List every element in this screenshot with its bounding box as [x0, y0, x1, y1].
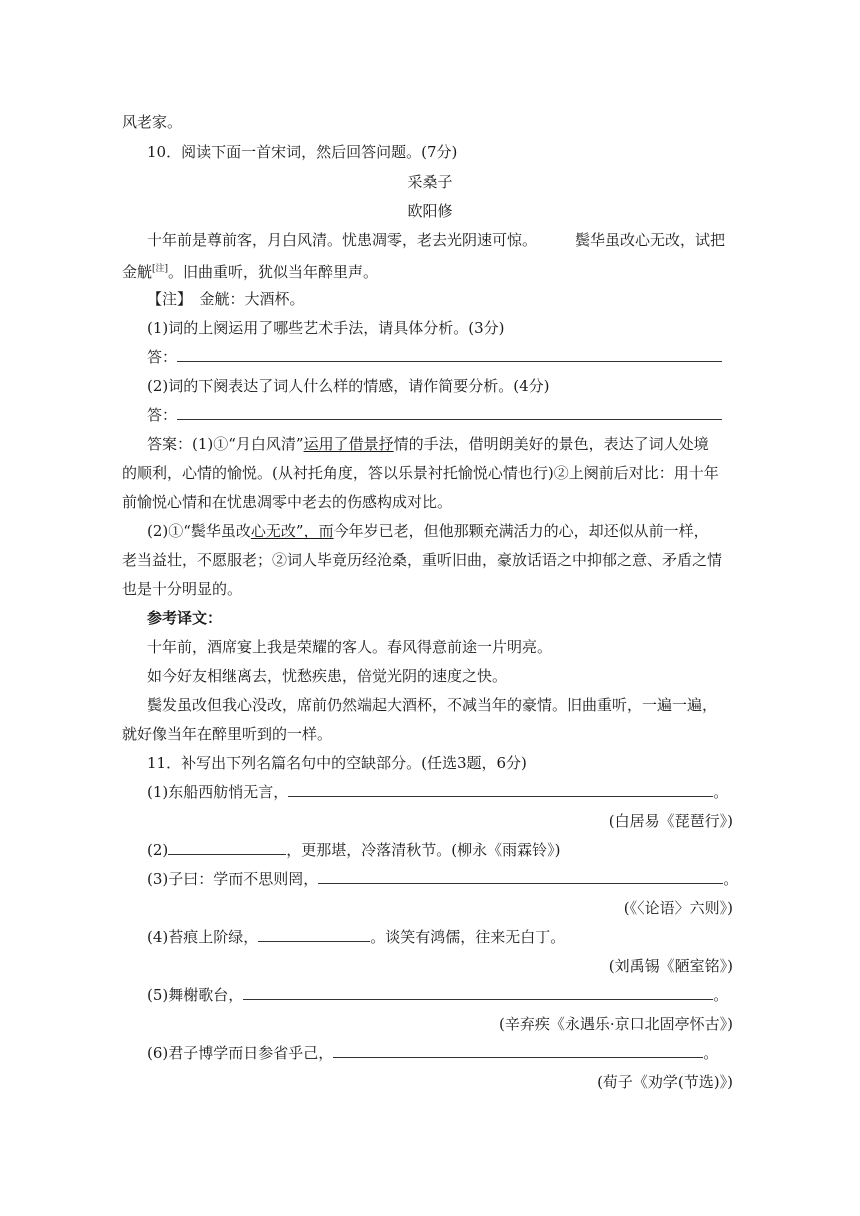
answer-line-1	[147, 347, 722, 367]
fill-item-6	[147, 1043, 718, 1063]
answer-2-line-1	[147, 521, 709, 541]
question-10-title: 10．阅读下面一首宋词，然后回答问题。(7分)	[147, 143, 458, 161]
fill-item-5	[147, 985, 728, 1005]
answer-2-line-2: 老当益壮，不愿服老；②词人毕竟历经沧桑，重听旧曲，豪放话语之中抑郁之意、矛盾之情	[122, 551, 723, 569]
fill-blank-2[interactable]	[168, 840, 286, 855]
underlined-text: 心无改”，而	[250, 522, 334, 540]
poem-title: 采桑子	[407, 173, 453, 191]
reference-translation-title: 参考译文：	[147, 609, 223, 627]
fill-source-1: (白居易《琵琶行》)	[608, 812, 733, 830]
answer-2-line-3: 也是十分明显的。	[122, 580, 243, 598]
fill-source-3: (《〈论语〉六则》)	[623, 899, 733, 917]
fill-text: (3)子曰：学而不思则罔，	[147, 870, 319, 888]
answer-label: 答：	[147, 348, 178, 366]
answer-1-line-1	[147, 434, 709, 454]
fill-text: (5)舞榭歌台，	[147, 986, 244, 1004]
fill-text: 。谈笑有鸿儒，往来无白丁。	[370, 928, 566, 946]
question-11-title: 11．补写出下列名篇名句中的空缺部分。(任选3题，6分)	[147, 754, 527, 772]
translation-line-3: 鬓发虽改但我心没改，席前仍然端起大酒杯，不减当年的豪情。旧曲重听，一遍一遍，	[147, 696, 718, 714]
fill-item-2	[147, 840, 560, 860]
translation-line-1: 十年前，酒席宴上我是荣耀的客人。春风得意前途一片明亮。	[147, 638, 553, 656]
fill-text: 。	[703, 1044, 719, 1062]
fill-source-4: (刘禹锡《陋室铭》)	[608, 957, 733, 975]
translation-line-4: 就好像当年在醉里听到的一样。	[122, 725, 333, 743]
note-marker: [注]	[152, 264, 169, 274]
answer-label: 答：	[147, 406, 178, 424]
sub-question-2: (2)词的下阕表达了词人什么样的情感，请作简要分析。(4分)	[147, 377, 550, 395]
fill-blank-5[interactable]	[243, 985, 713, 1000]
answer-text: 情的手法，借明朗美好的景色，表达了词人处境	[393, 435, 709, 453]
poem-line-2a: 金觥	[122, 263, 153, 281]
fill-text: 。	[713, 783, 729, 801]
fill-text: ，更那堪，冷落清秋节。(柳永《雨霖铃》)	[286, 841, 561, 859]
fill-text: (2)	[147, 841, 169, 859]
fill-source-6: (荀子《劝学(节选)》)	[597, 1073, 733, 1091]
fill-text: 。	[713, 986, 729, 1004]
fill-text: (4)苔痕上阶绿，	[147, 928, 259, 946]
answer-blank-1[interactable]	[177, 347, 722, 362]
fill-text: (6)君子博学而日参省乎己，	[147, 1044, 334, 1062]
answer-blank-2[interactable]	[177, 405, 722, 420]
fill-source-5: (辛弃疾《永遇乐·京口北固亭怀古》)	[499, 1015, 733, 1033]
fill-blank-4[interactable]	[258, 927, 370, 942]
poem-line-1b: 鬓华虽改心无改，试把	[575, 231, 726, 249]
annotation-note: 【注】 金觥：大酒杯。	[147, 290, 305, 308]
underlined-text: 运用了借景抒	[303, 435, 394, 453]
fill-blank-3[interactable]	[318, 869, 723, 884]
answer-line-2	[147, 405, 722, 425]
poem-line-2	[122, 259, 378, 282]
answer-text: (2)①“鬓华虽改	[147, 522, 251, 540]
translation-line-2: 如今好友相继离去，忧愁疾患，倍觉光阴的速度之快。	[147, 667, 508, 685]
fill-blank-6[interactable]	[333, 1043, 703, 1058]
fill-blank-1[interactable]	[288, 782, 713, 797]
poem-line-1a: 十年前是尊前客，月白风清。忧患凋零，老去光阴速可惊。	[147, 231, 538, 249]
fill-item-3	[147, 869, 738, 889]
poem-line-2b: 。旧曲重听，犹似当年醉里声。	[168, 263, 379, 281]
poem-line-1	[147, 230, 725, 250]
answer-text: 答案：(1)①“月白风清”	[147, 435, 304, 453]
fill-text: 。	[723, 870, 739, 888]
answer-1-line-3: 前愉悦心情和在忧患凋零中老去的伤感构成对比。	[122, 493, 453, 511]
fill-item-4	[147, 927, 565, 947]
fill-text: (1)东船西舫悄无言，	[147, 783, 289, 801]
fill-item-1	[147, 782, 728, 802]
sub-question-1: (1)词的上阕运用了哪些艺术手法，请具体分析。(3分)	[147, 319, 505, 337]
answer-text: 今年岁已老，但他那颗充满活力的心，却还似从前一样，	[333, 522, 709, 540]
answer-1-line-2: 的顺利，心情的愉悦。(从衬托角度，答以乐景衬托愉悦心情也行)②上阕前后对比：用十年	[122, 464, 719, 482]
poem-author: 欧阳修	[407, 202, 453, 220]
text-line: 风老家。	[122, 113, 183, 131]
